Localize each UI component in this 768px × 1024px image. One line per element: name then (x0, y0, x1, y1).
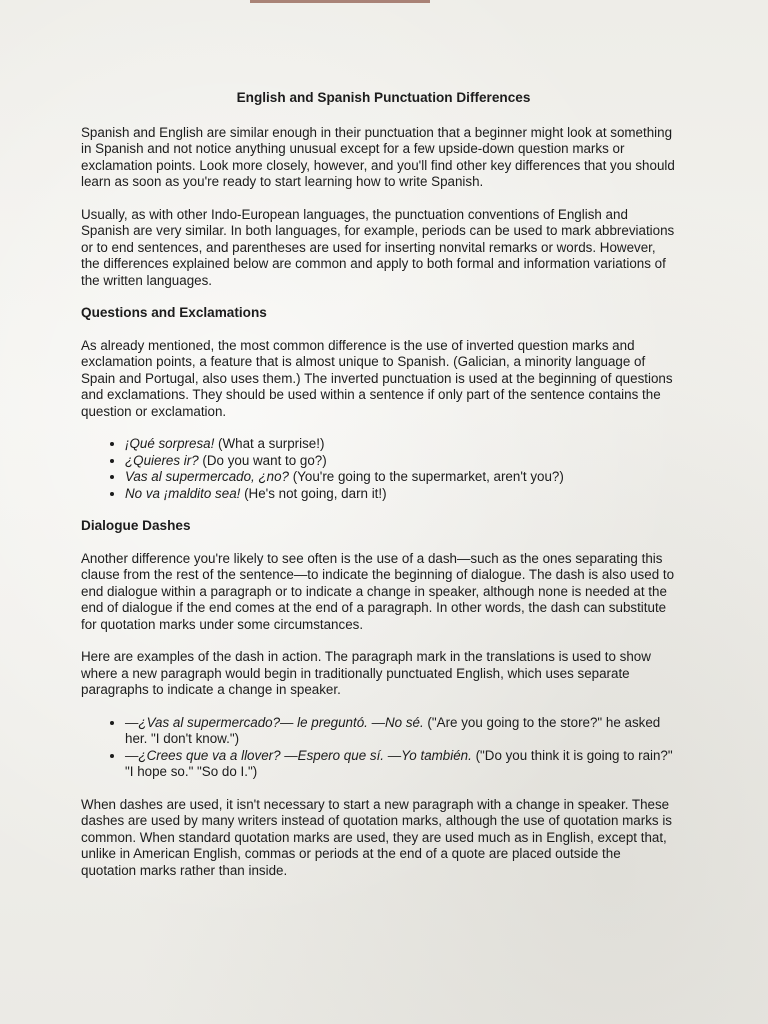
section-heading-questions: Questions and Exclamations (81, 305, 267, 320)
list-item (125, 453, 676, 470)
list-item (125, 469, 676, 486)
dashes-paragraph-1: Another difference you're likely to see often is the use of a dash—such as the ones separating this clause from the rest of the sentence—to indicate the beginning of dialogue. The dash is also used to end dialogue within a paragraph or to indicate a change in speaker, although none is needed at the end of dialogue if the end comes at the end of a paragraph. In other words, the dash can substitute for quotation marks under some circumstances. (81, 550, 675, 632)
document-body (81, 90, 676, 895)
list-item (125, 486, 676, 503)
top-edge-mark (250, 0, 430, 3)
dashes-paragraph-2: Here are examples of the dash in action. The paragraph mark in the translations is used to show where a new paragraph would begin in traditionally punctuated English, which uses separate paragraphs to indicate a change in speaker. (81, 649, 651, 697)
list-item (125, 436, 676, 453)
list-item (125, 715, 676, 748)
spanish-example: No va ¡maldito sea! (125, 485, 241, 501)
questions-example-list (81, 436, 676, 502)
section-heading-dialogue-dashes: Dialogue Dashes (81, 518, 191, 533)
list-item (125, 748, 676, 781)
spanish-example: —¿Crees que va a llover? —Espero que sí. —Yo también. (125, 747, 472, 763)
english-translation: (You're going to the supermarket, aren't you?) (289, 469, 564, 484)
english-translation: ("Are you going to the store?" he asked her. "I don't know.") (125, 714, 661, 746)
english-translation: (Do you want to go?) (198, 452, 327, 468)
spanish-example: Vas al supermercado, ¿no? (125, 469, 289, 484)
english-translation: (He's not going, darn it!) (240, 485, 387, 501)
intro-paragraph-2: Usually, as with other Indo-European languages, the punctuation conventions of English and Spanish are very similar. In both languages, for example, periods can be used to mark abbreviations or to end sentences, and parentheses are used for inserting nonvital remarks or words. However, the differences explained below are common and apply to both formal and information variations of the written languages. (81, 206, 675, 288)
spanish-example: ¡Qué sorpresa! (125, 436, 215, 451)
dashes-example-list (81, 715, 676, 781)
closing-paragraph: When dashes are used, it isn't necessary to start a new paragraph with a change in speaker. These dashes are used by many writers instead of quotation marks, although the use of quotation marks is common. When standard quotation marks are used, they are used much as in English, except that, unlike in American English, commas or periods at the end of a quote are placed outside the quotation marks rather than inside. (81, 796, 672, 878)
spanish-example: ¿Quieres ir? (125, 452, 199, 468)
questions-paragraph: As already mentioned, the most common difference is the use of inverted question marks and exclamation points, a feature that is almost unique to Spanish. (Galician, a minority language of Spain and Portugal, also uses them.) The inverted punctuation is used at the beginning of questions and exclamations. They should be used within a sentence if only part of the sentence contains the question or exclamation. (81, 337, 673, 419)
english-translation: (What a surprise!) (214, 436, 325, 451)
spanish-example: —¿Vas al supermercado?— le preguntó. —No sé. (125, 714, 424, 730)
page-title: English and Spanish Punctuation Differences (236, 90, 531, 105)
english-translation: ("Do you think it is going to rain?" "I hope so." "So do I.") (125, 747, 673, 779)
intro-paragraph-1: Spanish and English are similar enough in their punctuation that a beginner might look at something in Spanish and not notice anything unusual except for a few upside-down question marks or exclamation points. Look more closely, however, and you'll find other key differences that you should learn as soon as you're ready to start learning how to write Spanish. (81, 124, 675, 189)
